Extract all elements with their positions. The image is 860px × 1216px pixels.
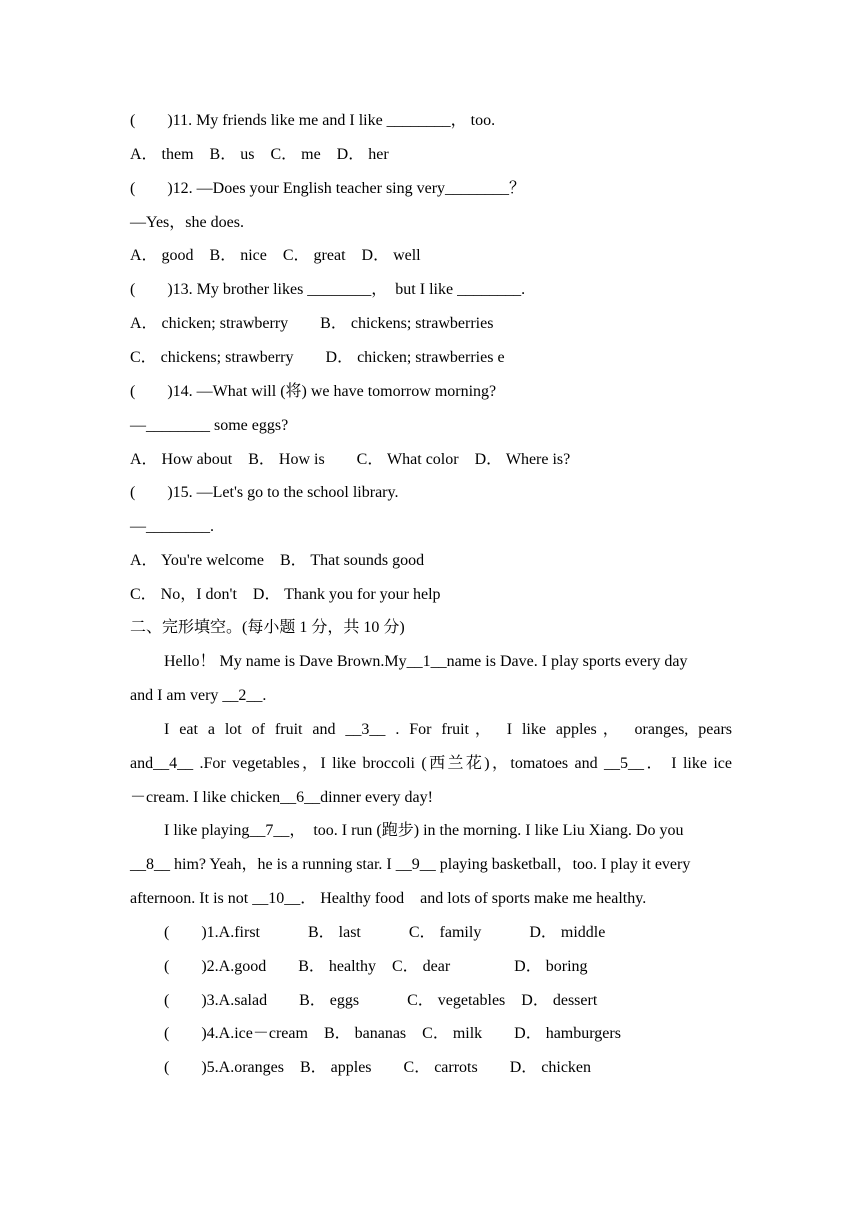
section-heading: 二、完形填空。(每小题 1 分，共 10 分) [130,619,405,636]
passage-line: and I am very __2__. [130,687,267,704]
question-13-options-cd: C． chickens; strawberry D． chicken; strawberries e [130,349,505,366]
question-14-options: A． How about B． How is C． What color D． Where is? [130,451,571,468]
passage-line: I like playing__7__， too. I run (跑步) in the morning. I like Liu Xiang. Do you [164,822,684,839]
question-12: ( )12. —Does your English teacher sing very________？ [130,180,526,197]
question-15-options-ab: A． You're welcome B． That sounds good [130,552,425,569]
question-13: ( )13. My brother likes ________， but I like ________. [130,281,526,298]
question-13-options-ab: A． chicken; strawberry B． chickens; strawberries [130,315,494,332]
passage-line: －cream. I like chicken__6__dinner every day! [130,789,433,806]
question-11: ( )11. My friends like me and I like ________， too. [130,112,496,129]
cloze-item: ( )1.A.first B． last C． family D． middle [164,924,606,941]
question-11-options: A． them B． us C． me D． her [130,146,389,163]
cloze-item: ( )4.A.ice－cream B． bananas C． milk D． hamburgers [164,1025,621,1042]
cloze-item: ( )5.A.oranges B． apples C． carrots D． chicken [164,1059,592,1076]
passage-line: I eat a lot of fruit and __3__ . For fruit， I like apples， oranges, pears [164,721,732,738]
question-15-reply: —________. [130,518,214,535]
cloze-item: ( )3.A.salad B． eggs C． vegetables D． dessert [164,992,598,1009]
question-14: ( )14. —What will (将) we have tomorrow morning? [130,383,497,400]
question-12-reply: —Yes，she does. [130,214,244,231]
passage-line: and__4__ .For vegetables，I like broccoli (西兰花)，tomatoes and __5__． I like ice [130,755,732,772]
question-15: ( )15. —Let's go to the school library. [130,484,399,501]
passage-line: Hello！ My name is Dave Brown.My__1__name is Dave. I play sports every day [164,653,688,670]
question-15-options-cd: C． No，I don't D． Thank you for your help [130,586,441,603]
passage-line: afternoon. It is not __10__． Healthy food and lots of sports make me healthy. [130,890,647,907]
cloze-item: ( )2.A.good B． healthy C． dear D． boring [164,958,588,975]
passage-line: __8__ him? Yeah，he is a running star. I __9__ playing basketball，too. I play it every [130,856,691,873]
question-12-options: A． good B． nice C． great D． well [130,247,421,264]
question-14-reply: —________ some eggs? [130,417,289,434]
